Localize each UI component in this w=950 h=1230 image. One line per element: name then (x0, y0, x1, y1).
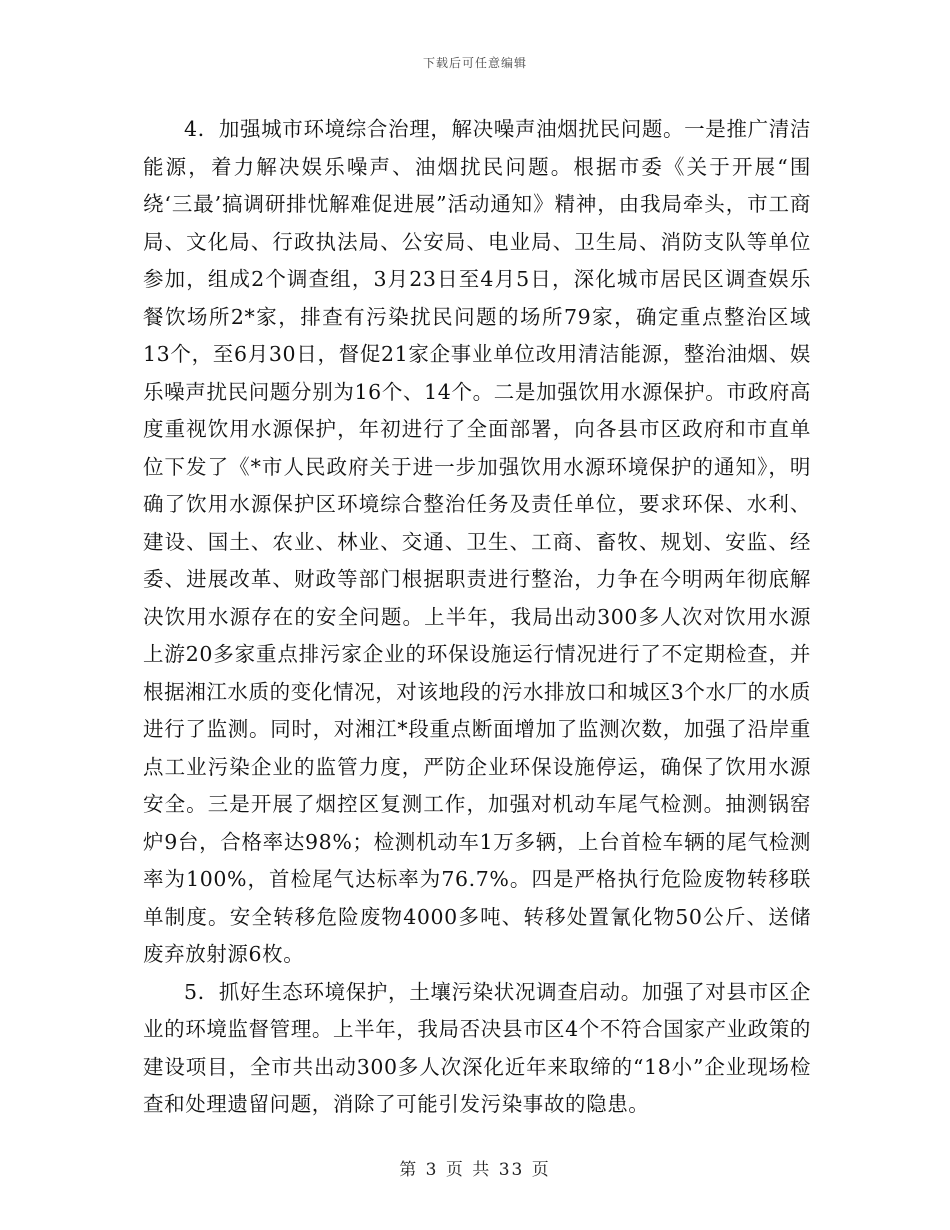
paragraph-item-5: 5．抓好生态环境保护，土壤污染状况调查启动。加强了对县市区企业的环境监督管理。上半年，我局否决县市区4个不符合国家产业政策的建设项目，全市共出动300多人次深化近年来取缔的“18小”企业现场检查和处理遗留问题，消除了可能引发污染事故的隐患。 (143, 979, 811, 1116)
page-number-footer: 第 3 页 共 33 页 (399, 1160, 551, 1180)
page-header-note: 下载后可任意编辑 (422, 56, 527, 70)
paragraph-item-4: 4．加强城市环境综合治理，解决噪声油烟扰民问题。一是推广清洁能源，着力解决娱乐噪声、油烟扰民问题。根据市委《关于开展“围绕‘三最’搞调研排忧解难促进展”活动通知》精神，由我局牵头，市工商局、文化局、行政执法局、公安局、电业局、卫生局、消防支队等单位参加，组成2个调查组，3月23日至4月5日，深化城市居民区调查娱乐餐饮场所2*家，排查有污染扰民问题的场所79家，确定重点整治区域13个，至6月30日，督促21家企事业单位改用清洁能源，整治油烟、娱乐噪声扰民问题分别为16个、14个。二是加强饮用水源保护。市政府高度重视饮用水源保护，年初进行了全面部署，向各县市区政府和市直单位下发了《*市人民政府关于进一步加强饮用水源环境保护的通知》，明确了饮用水源保护区环境综合整治任务及责任单位，要求环保、水利、建设、国土、农业、林业、交通、卫生、工商、畜牧、规划、安监、经委、进展改革、财政等部门根据职责进行整治，力争在今明两年彻底解决饮用水源存在的安全问题。上半年，我局出动300多人次对饮用水源上游20多家重点排污家企业的环保设施运行情况进行了不定期检查，并根据湘江水质的变化情况，对该地段的污水排放口和城区3个水厂的水质进行了监测。同时，对湘江*段重点断面增加了监测次数，加强了沿岸重点工业污染企业的监管力度，严防企业环保设施停运，确保了饮用水源安全。三是开展了烟控区复测工作，加强对机动车尾气检测。抽测锅窑炉9台，合格率达98%；检测机动车1万多辆，上台首检车辆的尾气检测率为100%，首检尾气达标率为76.7%。四是严格执行危险废物转移联单制度。安全转移危险废物4000多吨、转移处置氰化物50公斤、送储废弃放射源6枚。 (143, 117, 811, 966)
document-body (143, 111, 811, 1124)
